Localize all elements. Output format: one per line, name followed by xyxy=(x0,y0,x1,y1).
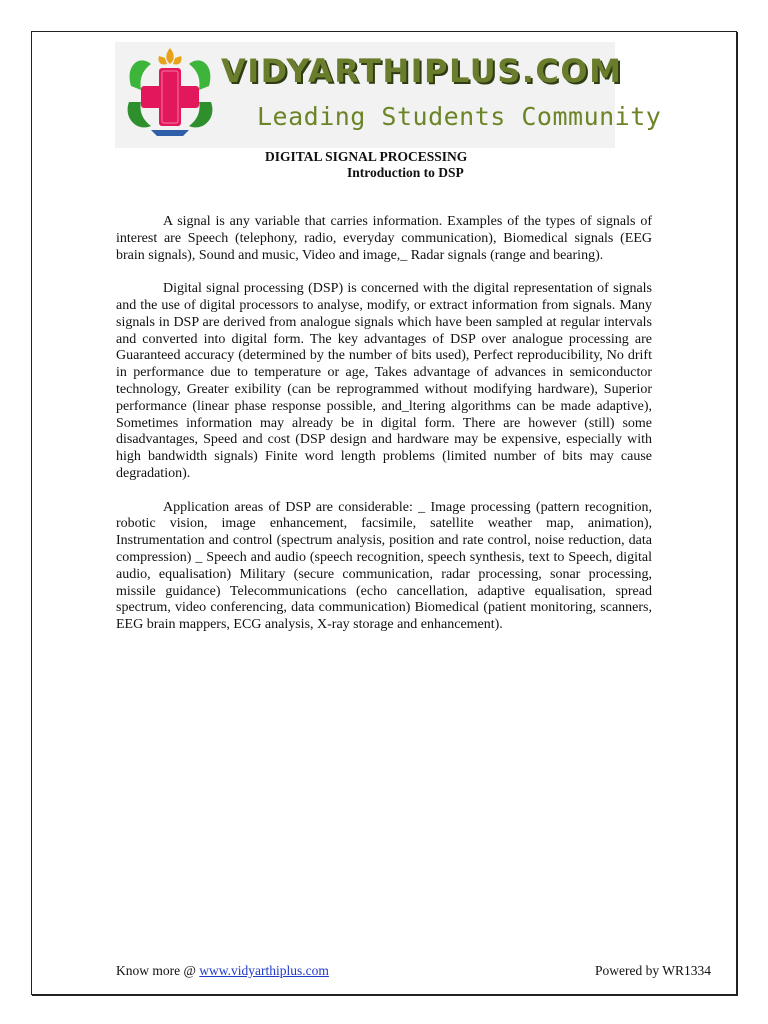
paragraph-dsp-definition: Digital signal processing (DSP) is concerned with the digital representation of signals and the use of digital processors to analyse, modify, or extract information from signals. Many signals in DSP are derived from analogue signals which have been sampled at regular intervals and converted into digital form. The key advantages of DSP over analogue processing are Guaranteed accuracy (determined by the number of bits used), Perfect reproducibility, No drift in performance due to temperature or age, Takes advantage of advances in semiconductor technology, Greater exibility (can be reprogrammed without modifying hardware), Superior performance (linear phase response possible, and_ltering algorithms can be made adaptive), Sometimes information may already be in digital form. There are however (still) some disadvantages, Speed and cost (DSP design and hardware may be expensive, especially with high bandwidth signals) Finite word length problems (limited number of bits may cause degradation). xyxy=(116,281,652,481)
logo-title: VIDYARTHIPLUS.COM xyxy=(221,52,623,90)
document-subtitle: Introduction to DSP xyxy=(347,165,464,180)
paragraph-intro: A signal is any variable that carries information. Examples of the types of signals of interest are Speech (telephony, radio, everyday communication), Biomedical signals (EEG brain signals), Sound and music, Video and image,_ Radar signals (range and bearing). xyxy=(116,214,652,263)
medical-cross-emblem-icon xyxy=(121,46,219,138)
footer-website-link[interactable]: www.vidyarthiplus.com xyxy=(199,963,329,978)
footer-left xyxy=(116,963,329,979)
document-body xyxy=(116,214,652,651)
footer-powered-by: Powered by WR1334 xyxy=(595,963,711,978)
logo-tagline: Leading Students Community xyxy=(257,102,662,131)
site-banner xyxy=(115,42,662,148)
footer-prefix: Know more @ xyxy=(116,963,200,978)
document-title: DIGITAL SIGNAL PROCESSING xyxy=(265,149,468,164)
paragraph-applications: Application areas of DSP are considerable: _ Image processing (pattern recognition, robotic vision, image enhancement, facsimile, satellite weather map, animation), Instrumentation and control (spectrum analysis, position and rate control, noise reduction, data compression) _ Speech and audio (speech recognition, speech synthesis, text to Speech, digital audio, equalisation) Military (secure communication, radar processing, sonar processing, missile guidance) Telecommunications (echo cancellation, adaptive equalisation, spread spectrum, video conferencing, data communication) Biomedical (patient monitoring, scanners, EEG brain mappers, ECG analysis, X-ray storage and enhancement). xyxy=(116,499,652,633)
